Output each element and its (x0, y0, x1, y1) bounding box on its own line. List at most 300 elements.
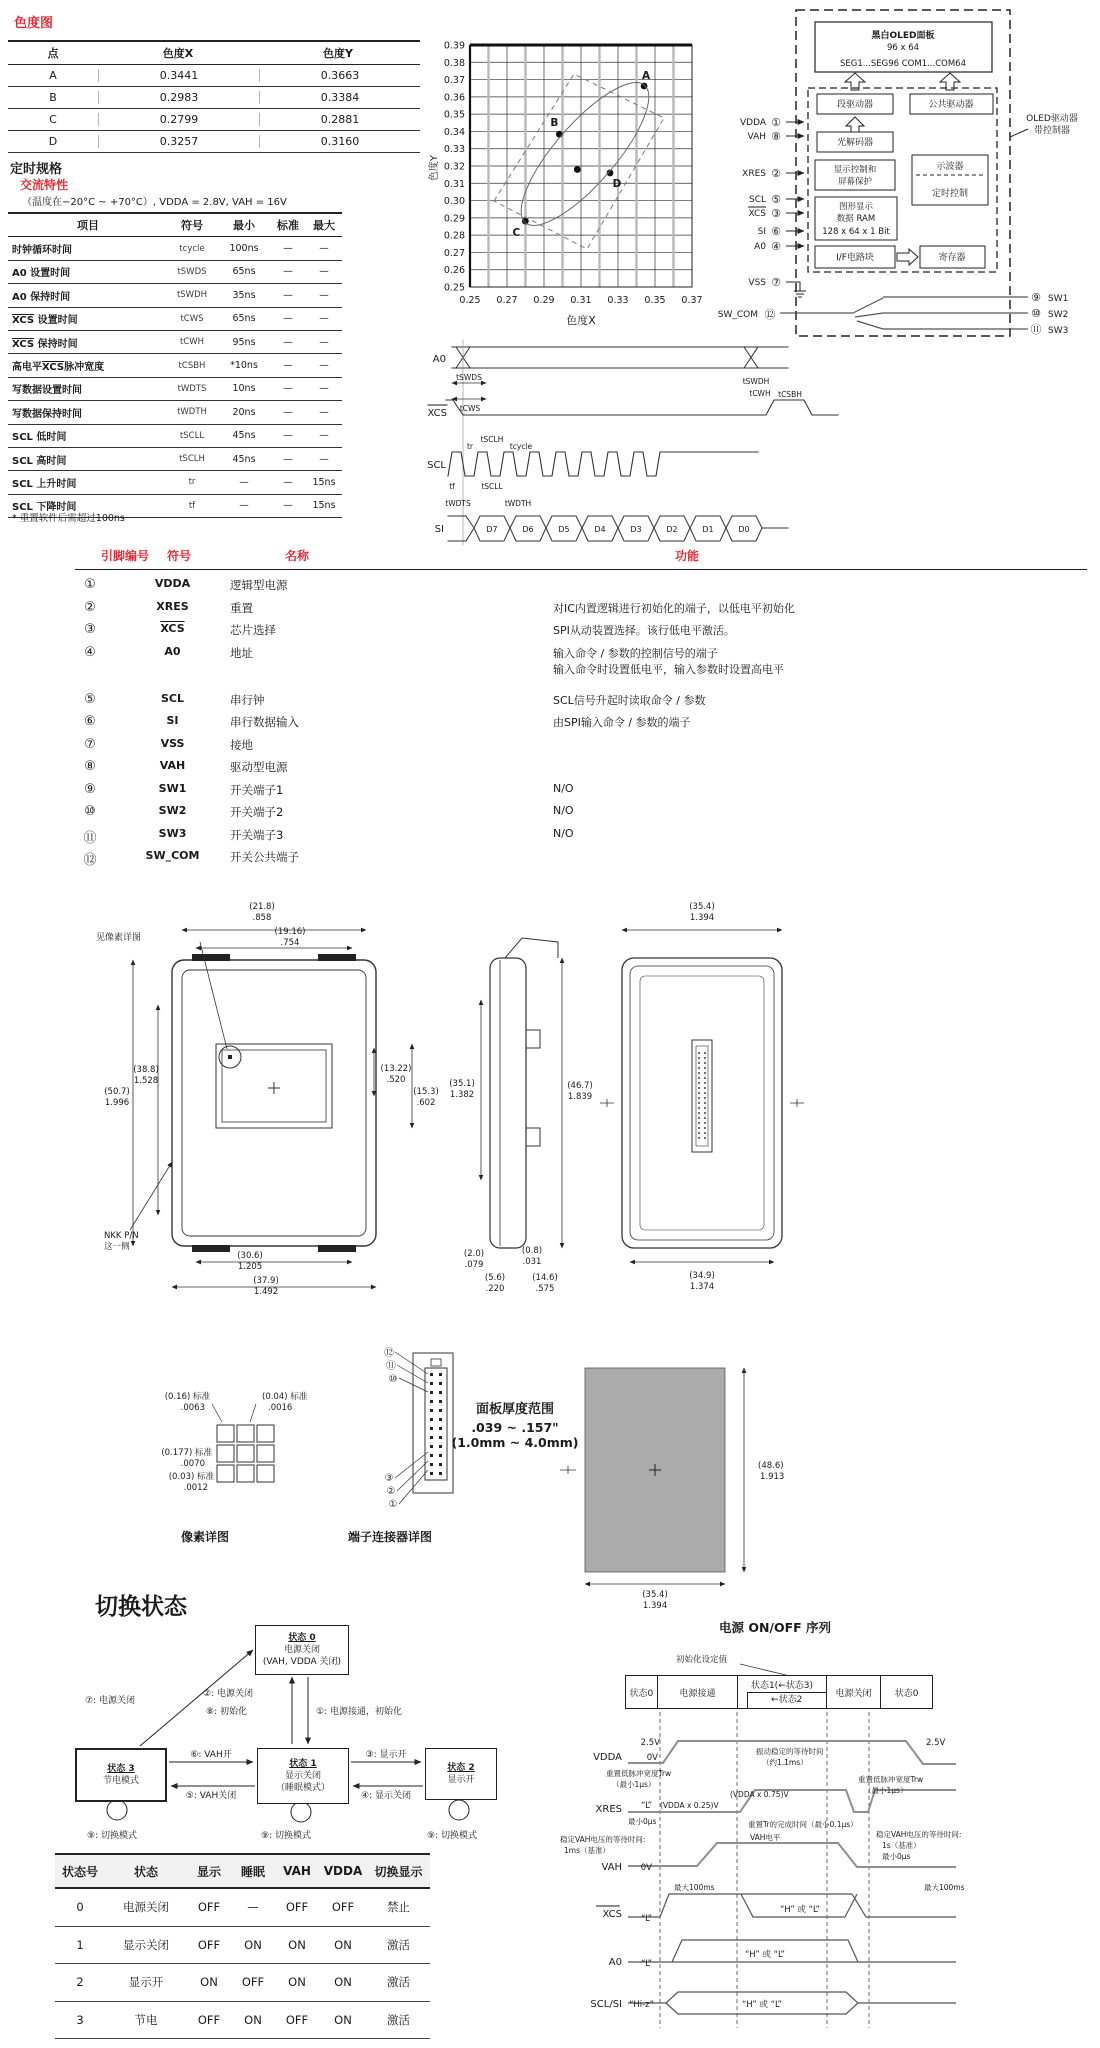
dim-label: .220 (485, 1284, 505, 1294)
si-bit-label: D5 (558, 525, 570, 534)
state-table-cell: 2 (76, 1975, 84, 1990)
chart-y-tick: 0.32 (443, 161, 465, 173)
state-box-1 (257, 1748, 349, 1804)
ac-typ: — (283, 313, 293, 325)
pin-scl: SCL (748, 195, 766, 205)
power-sequence-diagram (560, 1654, 965, 2028)
phase-sub-label: ←状态2 (747, 1692, 826, 1708)
state0-line: (VAH, VDDA 关闭) (262, 1657, 342, 1668)
pin-function-line: N/O (553, 826, 574, 840)
self-loop-s1 (291, 1802, 311, 1822)
ac-symbol: tSCLH (179, 454, 205, 465)
pin-name: 接地 (230, 737, 253, 752)
state-table-cell: ON (200, 1975, 218, 1990)
tcwh-label: tCWH (749, 389, 771, 398)
ac-item (8, 264, 164, 279)
state-table-header-cell: VAH (283, 1864, 311, 1878)
ac-footnote: * 重置软件后需超过100ns (12, 513, 125, 524)
ac-table-body (8, 237, 342, 518)
chart-point-label: D (612, 177, 622, 190)
sig-xres: XRES (595, 1804, 622, 1815)
connector-num: ⑩ (388, 1374, 398, 1385)
ac-typ: — (283, 430, 293, 442)
pin-function (445, 692, 1090, 708)
state1-line: 显示关闭 (284, 1770, 321, 1781)
state-table-cell: ON (334, 2012, 352, 2027)
transition-label-3: ③: 显示开 (365, 1750, 407, 1760)
annotation: 振动稳定的等待时间 (756, 1747, 824, 1756)
pin-symbol: VAH (159, 759, 186, 772)
display-control-label2: 屏幕保护 (837, 177, 873, 187)
ac-max: — (319, 266, 329, 278)
chromaticity-cell: 0.2799 (98, 113, 259, 126)
state-table-header-cell: VDDA (323, 1864, 363, 1878)
state1-line: （睡眠模式） (275, 1783, 330, 1794)
annotation: 稳定VAH电压的等待时间: (876, 1830, 962, 1839)
switching-states-title: 切换状态 (95, 1594, 187, 1620)
ac-item-overline: $\overline{XCS}$ (42, 362, 65, 374)
state-table-cell: OFF (285, 1900, 309, 1915)
si-bit-label: D6 (522, 525, 534, 534)
dim-label: .0012 (183, 1483, 208, 1493)
state-table-cell: 禁止 (387, 1900, 410, 1915)
front-outer (172, 960, 376, 1246)
power-phase-header (625, 1675, 933, 1709)
chart-y-tick: 0.30 (443, 196, 465, 208)
ac-max: — (319, 383, 329, 395)
pin-xres-num: ② (771, 167, 781, 180)
chart-x-tick: 0.31 (570, 295, 592, 306)
tcycle-label: tcycle (509, 442, 533, 451)
connector-num: ① (388, 1499, 398, 1510)
dim-label: (35.4) (642, 1590, 668, 1600)
pin-xres: XRES (742, 169, 766, 179)
dim-label: 1.394 (642, 1601, 668, 1611)
twdth-label: tWDTH (504, 499, 532, 508)
ac-header: 标准 (277, 219, 299, 233)
pixel-leaders (212, 1404, 256, 1422)
tswdh-label: tSWDH (742, 377, 770, 386)
dim-label: 1.205 (237, 1262, 263, 1272)
state-table-cell: ON (244, 2012, 262, 2027)
ac-typ: — (283, 500, 293, 512)
mech-front-view (96, 902, 439, 1297)
ac-item-text: 高电平 (12, 362, 42, 374)
annotation: (VDDA x 0.75)V (730, 1790, 789, 1799)
state-table-cell: — (247, 1900, 259, 1915)
chart-y-tick: 0.29 (443, 213, 465, 225)
register-label: 寄存器 (938, 253, 966, 263)
ac-min: *10ns (230, 360, 258, 372)
ac-min: 10ns (232, 383, 256, 395)
dim-label: .0063 (180, 1403, 205, 1413)
sig-xcs: XCS (602, 1909, 622, 1920)
ac-row (8, 401, 342, 424)
pin-vah: VAH (747, 132, 766, 142)
pin-function (445, 714, 1090, 730)
pin-table-row (55, 714, 1090, 737)
ac-item (8, 288, 164, 303)
ac-min: 20ns (232, 406, 256, 418)
panel-tick (560, 1466, 576, 1474)
dim-label: (14.6) (532, 1273, 558, 1283)
pin-number: ⑩ (84, 804, 96, 819)
ac-symbol: tcycle (179, 243, 205, 254)
pin-number: ① (84, 577, 96, 592)
chromaticity-cell: 0.3441 (98, 69, 259, 82)
state2-line: 显示开 (447, 1775, 475, 1785)
pin-vdda-num: ① (771, 116, 781, 129)
state-table-row (55, 1964, 430, 2002)
pin-function (445, 645, 1090, 677)
pin-symbol: A0 (164, 644, 181, 658)
panel-title: 黑白OLED面板 (871, 31, 935, 41)
ac-max: — (319, 313, 329, 325)
chromaticity-table-header (8, 40, 420, 65)
pin-table-row (55, 804, 1090, 827)
rear-connector-inner (696, 1046, 708, 1146)
level-label: “L” (640, 1959, 652, 1969)
ac-item (8, 428, 164, 443)
pin-symbol: VSS (160, 736, 185, 750)
chromaticity-header: 色度Y (323, 47, 353, 60)
annotation: （最小1μs） (864, 1786, 908, 1795)
chart-x-tick: 0.33 (607, 295, 629, 306)
state-table-header-cell: 切换显示 (374, 1864, 423, 1879)
pin-vss-num: ⑦ (771, 276, 781, 289)
ac-header: 最小 (233, 219, 255, 233)
chromaticity-title: 色度图 (14, 16, 54, 31)
ac-row (8, 378, 342, 401)
pin-header-symbol: 符号 (167, 549, 192, 563)
ac-item-text: SCL 上升时间 (12, 478, 77, 490)
front-tab (318, 1245, 356, 1252)
pin-sw2: SW2 (1048, 310, 1069, 320)
bus-value: “H” 或 “L” (742, 2000, 782, 2010)
dim-label: (34.9) (689, 1271, 715, 1281)
pin-swcom: SW_COM (717, 310, 758, 320)
state-table-header-cell: 显示 (196, 1864, 221, 1879)
ac-item-text: SCL 高时间 (12, 455, 67, 467)
state-table-cell: OFF (197, 1937, 221, 1952)
rear-connector (692, 1040, 712, 1152)
ac-item (8, 475, 164, 490)
arrow-if-to-reg (897, 249, 918, 265)
chromaticity-cell: 0.3257 (98, 135, 259, 148)
ac-min: — (239, 476, 249, 488)
state1-title: 状态 1 (289, 1758, 317, 1769)
annotation: 重置低脉冲宽度Trw (606, 1769, 672, 1778)
timing-control-label: 定时控制 (931, 189, 969, 199)
chromaticity-header: 色度X (162, 47, 194, 60)
connector-key (431, 1359, 441, 1366)
state-table-body (55, 1889, 430, 2039)
annotation: (VDDA x 0.25)V (660, 1801, 719, 1810)
dim-label: .858 (252, 913, 272, 923)
pin-function (445, 622, 1090, 638)
panel-thickness-inches: .039 ~ .157" (471, 1420, 559, 1435)
pin-symbol: SW1 (158, 781, 187, 795)
front-tab (192, 1245, 230, 1252)
ac-typ: — (283, 406, 293, 418)
phase-cell (738, 1676, 826, 1708)
ac-row (8, 261, 342, 284)
chromaticity-cell: 0.3663 (259, 69, 420, 82)
pin-xcs-num: ③ (771, 207, 781, 220)
dim-label: .602 (416, 1098, 436, 1108)
if-label: I/F电路块 (836, 253, 874, 263)
state-table-row (55, 2002, 430, 2040)
chart-y-tick: 0.35 (443, 109, 465, 121)
pin-table-row (55, 827, 1090, 850)
dim-label: (2.0) (463, 1249, 485, 1259)
ac-item-overline: $\overline{XCS}$ (12, 338, 35, 350)
pin-table-row (55, 600, 1090, 623)
annotation: 重置低脉冲宽度Trw (858, 1775, 924, 1784)
pin-function-line: N/O (553, 781, 574, 795)
ac-row (8, 331, 342, 354)
pin-name: 重置 (230, 600, 253, 615)
pixel-detail-caption: 像素详图 (180, 1530, 229, 1544)
ac-row (8, 284, 342, 307)
phase-label: 电源接通 (679, 1688, 716, 1699)
dim-label: 1.492 (253, 1287, 279, 1297)
chart-x-tick: 0.25 (459, 295, 481, 306)
power-sequence-title: 电源 ON/OFF 序列 (718, 1620, 832, 1635)
chart-x-tick: 0.35 (644, 295, 666, 306)
pin-symbol: SW2 (158, 804, 187, 817)
pin-sw2-num: ⑩ (1031, 307, 1041, 320)
ac-row (8, 237, 342, 260)
tswds-label: tSWDS (456, 373, 482, 382)
state-table-row (55, 1889, 430, 1927)
com-driver-label: 公共驱动器 (928, 100, 974, 110)
chart-y-tick: 0.38 (443, 57, 465, 69)
state-table-cell: ON (334, 1937, 352, 1952)
pixel-grid (217, 1425, 274, 1482)
annotation: （约1.1ms） (762, 1758, 808, 1767)
level-label: 2.5V (926, 1738, 946, 1748)
level-label: 2.5V (640, 1738, 660, 1748)
ac-min: 35ns (232, 289, 256, 301)
pin-name: 逻辑型电源 (230, 578, 288, 592)
phase-cell (658, 1676, 738, 1708)
rear-inner2 (640, 976, 764, 1230)
timing-spec-title: 定时规格 (10, 162, 63, 177)
state3-title: 状态 3 (107, 1763, 135, 1774)
pin-symbol: VDDA (154, 577, 191, 590)
transition-label-5: ⑤: VAH关闭 (185, 1791, 237, 1801)
dim-label: .520 (386, 1075, 406, 1085)
self-loop-s3 (107, 1800, 127, 1820)
state-table-cell: 1 (76, 1937, 84, 1952)
pin-name: 开关端子3 (230, 827, 284, 842)
annotation: 1ms（基准） (564, 1846, 610, 1855)
a0-waveform (628, 1940, 956, 1962)
chart-y-tick: 0.27 (443, 247, 465, 259)
si-bit-label: D4 (594, 525, 606, 534)
tf-label: tf (449, 482, 455, 491)
chart-y-tick: 0.34 (443, 126, 465, 138)
pixel-callout-dot (228, 1055, 232, 1059)
sig-vdda: VDDA (593, 1752, 622, 1763)
state-table-cell: 显示开 (128, 1975, 164, 1990)
state-table-header-cell: 状态 (133, 1864, 158, 1879)
chart-y-tick: 0.37 (443, 75, 465, 87)
transition-label-1: ①: 电源接通，初始化 (316, 1707, 402, 1717)
pin-symbol: SW_COM (145, 849, 200, 862)
state-box-2 (425, 1748, 497, 1800)
pin-sw1: SW1 (1048, 294, 1069, 304)
pixel-detail (161, 1391, 307, 1493)
ac-symbol: tSCLL (179, 430, 205, 441)
ac-header: 符号 (181, 219, 203, 233)
ac-item-text: A0 设置时间 (12, 268, 71, 280)
pin-vah-num: ⑧ (771, 130, 781, 143)
level-label: 0V (646, 1753, 658, 1763)
state0-line: 电源关闭 (283, 1644, 320, 1655)
dim-label: 1.839 (567, 1092, 593, 1102)
transition-label-4: ④: 显示关闭 (361, 1791, 411, 1801)
si-bit-label: D7 (486, 525, 498, 534)
ac-table-header (8, 212, 342, 237)
chromaticity-cell: 0.2983 (98, 91, 259, 104)
ac-item-text: 设置时间 (34, 315, 78, 327)
chart-y-tick: 0.39 (443, 40, 465, 52)
phase-label: 电源关闭 (835, 1688, 872, 1699)
ac-header: 最大 (313, 219, 335, 233)
state-table-cell: 0 (76, 1900, 84, 1915)
dim-label: 1.996 (104, 1098, 130, 1108)
pin-sw3: SW3 (1048, 326, 1069, 336)
level-label: “L” (640, 1914, 652, 1924)
side-stub (526, 1128, 540, 1146)
pixel-callout-label: 见像素详图 (96, 933, 142, 943)
ac-max: — (319, 453, 329, 465)
state-table-header (55, 1853, 430, 1889)
scl-waveform (448, 452, 758, 476)
dim-label: .0016 (268, 1403, 293, 1413)
pin-table-row (55, 645, 1090, 677)
connector-leaders (395, 1352, 428, 1504)
pin-header-name: 名称 (285, 549, 310, 563)
panel-thickness-title: 面板厚度范围 (475, 1402, 554, 1417)
phase-label: 状态0 (629, 1688, 654, 1699)
dim-label: (0.04) 标准 (262, 1392, 308, 1402)
dim-label: .754 (280, 938, 300, 948)
state-table (55, 1853, 430, 2039)
pin-symbol: $\overline{XCS}$ (160, 622, 185, 635)
annotation: 最大100ms (924, 1883, 965, 1892)
switch-blade (855, 313, 883, 317)
state-table-cell: 激活 (387, 1975, 410, 1990)
chart-xlabel: 色度X (566, 314, 596, 327)
dim-label: .0070 (180, 1459, 205, 1469)
ac-item (8, 241, 164, 256)
ac-row (8, 471, 342, 494)
dim-label: (15.3) (413, 1087, 439, 1097)
state-table-cell: ON (288, 1975, 306, 1990)
pin-swcom-num: ⑫ (764, 308, 776, 321)
state-table-cell: OFF (197, 2012, 221, 2027)
pin-function (445, 804, 1090, 817)
pin-name: 开关端子2 (230, 805, 284, 819)
pin-name: 串行钟 (230, 692, 265, 707)
ac-min: 45ns (232, 430, 256, 442)
ac-min: 65ns (232, 313, 256, 325)
dim-label: (0.177) 标准 (161, 1448, 212, 1458)
chart-point-label: C (512, 227, 521, 240)
pin-header-function: 功能 (675, 549, 700, 563)
dim-label: (0.03) 标准 (168, 1472, 214, 1482)
ac-row (8, 308, 342, 331)
dim-label: (0.16) 标准 (164, 1392, 210, 1402)
connector-num: ③ (384, 1473, 394, 1484)
nkk-label: 这一侧 (104, 1242, 130, 1252)
pin-function-line: 由SPI输入命令 / 参数的端子 (553, 716, 691, 729)
chart-point (556, 131, 563, 138)
ac-max: — (319, 360, 329, 372)
pin-name: 地址 (230, 645, 253, 660)
ac-item-text: 保持时间 (34, 338, 78, 350)
self-loop-s2 (449, 1800, 469, 1820)
transition-label-9: ⑨: 切换模式 (427, 1831, 477, 1841)
pin-table-row (55, 692, 1090, 715)
dim-label: .031 (522, 1257, 542, 1267)
ac-typ: — (283, 336, 293, 348)
ac-item (8, 452, 164, 467)
chromaticity-header: 点 (47, 47, 59, 60)
sig-sclsi: SCL/SI (590, 1999, 622, 2010)
pin-number: ⑨ (84, 781, 96, 797)
pin-function-line: N/O (553, 804, 574, 817)
ac-max: — (319, 243, 329, 255)
side-stub (526, 1030, 540, 1048)
annotation: 最小0μs (628, 1817, 657, 1826)
ac-row (8, 448, 342, 471)
pin-number: ⑪ (83, 830, 97, 846)
ram-label2: 数据 RAM (836, 214, 876, 224)
pin-number: ⑫ (83, 853, 97, 868)
state-table-header-cell: 睡眠 (240, 1864, 265, 1879)
pin-number: ⑦ (84, 736, 96, 752)
state3-line: 节电模式 (102, 1776, 139, 1786)
pin-symbol: XRES (156, 599, 189, 613)
ac-symbol: tf (188, 500, 196, 511)
si-bit-label: D2 (666, 525, 678, 534)
dim-label: 1.382 (449, 1090, 475, 1100)
pin-name: 串行数据输入 (230, 715, 299, 729)
pin-scl-num: ⑤ (771, 193, 781, 206)
ac-item-text: A0 保持时间 (12, 291, 71, 303)
front-inner (182, 970, 366, 1236)
transition-label-7: ⑦: 电源关闭 (85, 1696, 135, 1706)
pin-si: SI (757, 227, 766, 237)
dim-label: (19.16) (274, 927, 306, 937)
display-control-label1: 显示控制和 (833, 165, 877, 175)
annotation: VAH电平 (750, 1833, 781, 1842)
pin-function (445, 782, 1090, 795)
ac-min: 65ns (232, 266, 256, 278)
ac-typ: — (283, 289, 293, 301)
pin-symbol: SI (166, 714, 179, 727)
pin-a0: A0 (754, 242, 766, 252)
dim-label: (37.9) (253, 1276, 279, 1286)
a0-waveform (452, 347, 788, 368)
driver-callout-line (1010, 129, 1028, 137)
chromaticity-cell: 0.3384 (259, 91, 420, 104)
pin-a0-num: ④ (771, 240, 781, 253)
